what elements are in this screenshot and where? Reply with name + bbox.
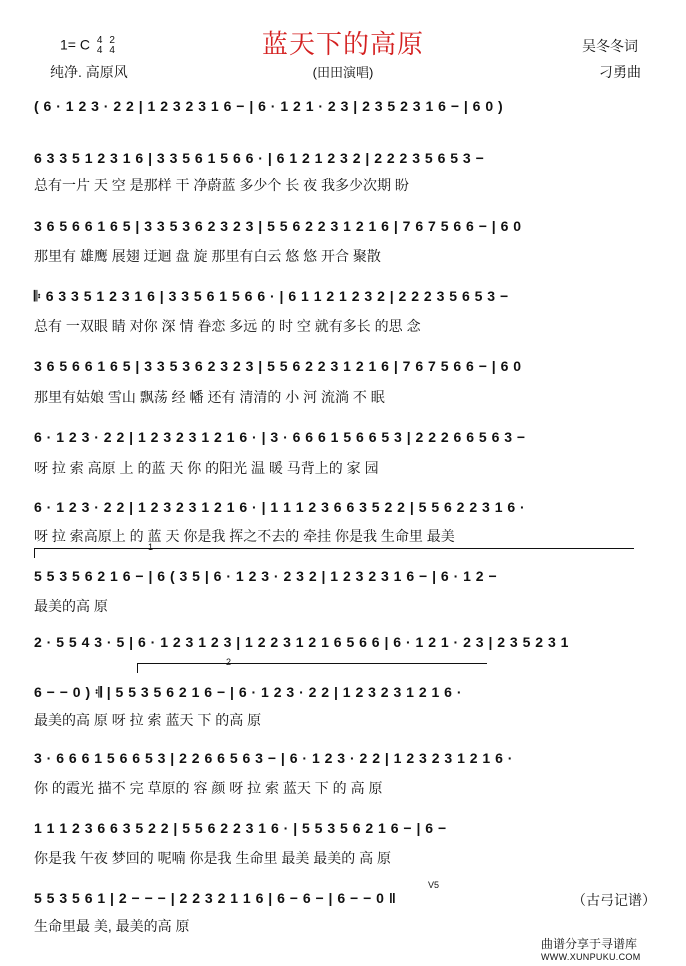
- footer-credit: [541, 938, 641, 964]
- score-row-notes: 5 5 3 5 6 2 1 6 − | 6 ( 3 5 | 6 · 1 2 3 · 2 3 2 | 1 2 3 2 3 1 6 − | 6 · 1 2 −: [34, 568, 498, 584]
- footer-url: WWW.XUNPUKU.COM: [541, 952, 641, 962]
- time-signature-4-4: 4 4: [96, 35, 103, 56]
- score-row-notes: 𝄆 6 3 3 5 1 2 3 1 6 | 3 3 5 6 1 5 6 6 · | 6 1 1 2 1 2 3 2 | 2 2 2 3 5 6 5 3 −: [34, 288, 509, 304]
- score-row-notes: 3 6 5 6 6 1 6 5 | 3 3 5 3 6 2 3 2 3 | 5 5 6 2 2 3 1 2 1 6 | 7 6 7 5 6 6 − | 6 0: [34, 358, 522, 374]
- score-row-notes: 2 · 5 5 4 3 · 5 | 6 · 1 2 3 1 2 3 | 1 2 2 3 1 2 1 6 5 6 6 | 6 · 1 2 1 · 2 3 | 2 3 5 2 3 1: [34, 634, 569, 650]
- volta-bracket-2: [137, 663, 487, 664]
- time-signature-2-4: 2 4: [109, 35, 115, 56]
- score-row-notes: ( 6 · 1 2 3 · 2 2 | 1 2 3 2 3 1 6 − | 6 · 1 2 1 · 2 3 | 2 3 5 2 3 1 6 − | 6 0 ): [34, 98, 504, 114]
- volta-bracket-1: [34, 548, 634, 549]
- score-row-lyrics: 生命里最 美, 最美的高 原: [34, 918, 190, 934]
- singer-credit: (田田演唱): [312, 65, 374, 80]
- key-text: 1= C: [60, 36, 90, 53]
- volta-number-2: 2: [226, 657, 232, 667]
- score-row-lyrics: 呀 拉 索高原上 的 蓝 天 你是我 挥之不去的 牵挂 你是我 生命里 最美: [34, 528, 455, 544]
- score-row-lyrics: 总有 一双眼 睛 对你 深 情 眷恋 多远 的 时 空 就有多长 的思 念: [34, 318, 421, 334]
- score-row-lyrics: 你 的霞光 描不 完 草原的 容 颜 呀 拉 索 蓝天 下 的 高 原: [34, 780, 383, 796]
- score-row-notes: 1 1 1 2 3 6 6 3 5 2 2 | 5 5 6 2 2 3 1 6 · | 5 5 3 5 6 2 1 6 − | 6 −: [34, 820, 447, 836]
- ending-mark: V5: [428, 880, 440, 890]
- score-row-lyrics: 那里有 雄鹰 展翅 迂迴 盘 旋 那里有白云 悠 悠 开合 聚散: [34, 248, 381, 264]
- footer-text: 曲谱分享于寻谱库: [541, 937, 638, 951]
- song-title: 蓝天下的高原: [261, 29, 424, 59]
- score-row-notes: 6 · 1 2 3 · 2 2 | 1 2 3 2 3 1 2 1 6 · | 1 1 1 2 3 6 6 3 5 2 2 | 5 5 6 2 2 3 1 6 ·: [34, 499, 526, 515]
- score-row-lyrics: 那里有姑娘 雪山 飘荡 经 幡 还有 清清的 小 河 流淌 不 眠: [34, 389, 385, 405]
- composer-credit: 刁勇曲: [599, 64, 641, 80]
- score-row-notes: 3 · 6 6 6 1 5 6 6 5 3 | 2 2 6 6 5 6 3 − | 6 · 1 2 3 · 2 2 | 1 2 3 2 3 1 2 1 6 ·: [34, 750, 513, 766]
- score-row-notes: 6 3 3 5 1 2 3 1 6 | 3 3 5 6 1 5 6 6 · | 6 1 2 1 2 3 2 | 2 2 2 3 5 6 5 3 −: [34, 150, 485, 166]
- score-row-notes: 3 6 5 6 6 1 6 5 | 3 3 5 3 6 2 3 2 3 | 5 5 6 2 2 3 1 2 1 6 | 7 6 7 5 6 6 − | 6 0: [34, 218, 522, 234]
- score-row-lyrics: 最美的高 原 呀 拉 索 蓝天 下 的高 原: [34, 712, 262, 728]
- score-row-lyrics: 最美的高 原: [34, 598, 108, 614]
- style-note: 纯净. 高原风: [50, 64, 128, 80]
- score-row-notes: 6 − − 0 ) 𝄇 | 5 5 3 5 6 2 1 6 − | 6 · 1 2 3 · 2 2 | 1 2 3 2 3 1 2 1 6 ·: [34, 684, 463, 700]
- volta-number-1: 1: [148, 542, 154, 552]
- lyricist-credit: 吴冬冬词: [582, 38, 638, 54]
- score-row-lyrics: 呀 拉 索 高原 上 的蓝 天 你 的阳光 温 暖 马背上的 家 园: [34, 460, 379, 476]
- volta-tick: [34, 548, 35, 558]
- score-row-lyrics: 总有一片 天 空 是那样 干 净蔚蓝 多少个 长 夜 我多少次期 盼: [34, 177, 409, 193]
- score-row-notes: 5 5 3 5 6 1 | 2 − − − | 2 2 3 2 1 1 6 | 6 − 6 − | 6 − − 0 ‖: [34, 890, 397, 906]
- score-row-lyrics: 你是我 午夜 梦回的 呢喃 你是我 生命里 最美 最美的 高 原: [34, 850, 392, 866]
- score-row-notes: 6 · 1 2 3 · 2 2 | 1 2 3 2 3 1 2 1 6 · | 3 · 6 6 6 1 5 6 6 5 3 | 2 2 2 6 6 5 6 3 −: [34, 429, 526, 445]
- volta-tick: [137, 663, 138, 673]
- transcriber-note: （古弓记谱）: [572, 892, 656, 908]
